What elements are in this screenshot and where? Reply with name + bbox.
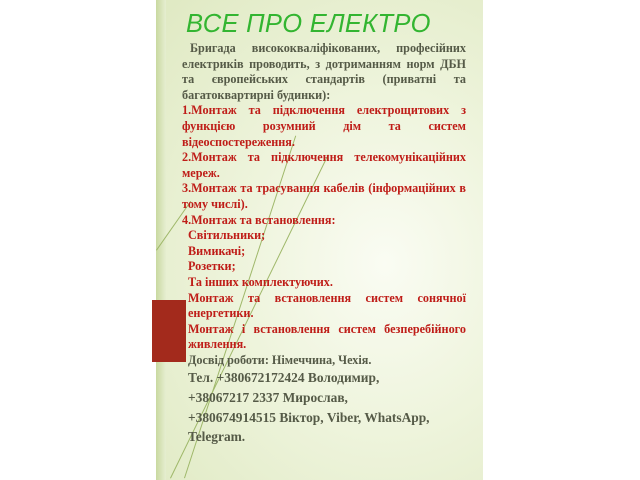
accent-block — [152, 300, 186, 362]
decorative-strip — [156, 0, 166, 480]
service-item: 4.Монтаж та встановлення: — [182, 212, 336, 227]
install-item: Розетки; — [188, 259, 236, 274]
install-item: Вимикачі; — [188, 243, 246, 258]
service-item: 3.Монтаж та трасування кабелів (інформаційних в тому числі). — [182, 181, 466, 211]
flyer-title: ВСЕ ПРО ЕЛЕКТРО — [186, 10, 431, 38]
service-item: Монтаж та встановлення систем сонячної енергетики. — [188, 290, 466, 321]
intro-paragraph: Бригада висококваліфікованих, професійних електриків проводить, з дотриманням норм ДБН та європейських стандартів (приватні та багатоквартирні будинки): — [182, 41, 466, 102]
contact-line: +380674914515 Віктор, Viber, WhatsApp, Telegram. — [188, 410, 430, 444]
flyer-content — [182, 41, 466, 447]
contact-line: +38067217 2337 Мирослав, — [188, 390, 348, 406]
service-item: 1.Монтаж та підключення електрощитових з функцією розумний дім та систем відеоспостереження. — [182, 103, 466, 149]
install-item: Світильники; — [188, 228, 266, 243]
experience-text: Досвід роботи: Німеччина, Чехія. — [188, 352, 372, 367]
contact-line: Тел. +380672172424 Володимир, — [188, 370, 380, 386]
service-item: 2.Монтаж та підключення телекомунікаційних мереж. — [182, 150, 466, 180]
service-item: Монтаж і встановлення систем безперебійного живлення. — [188, 321, 466, 352]
install-item: Та інших комплектуючих. — [188, 274, 333, 289]
